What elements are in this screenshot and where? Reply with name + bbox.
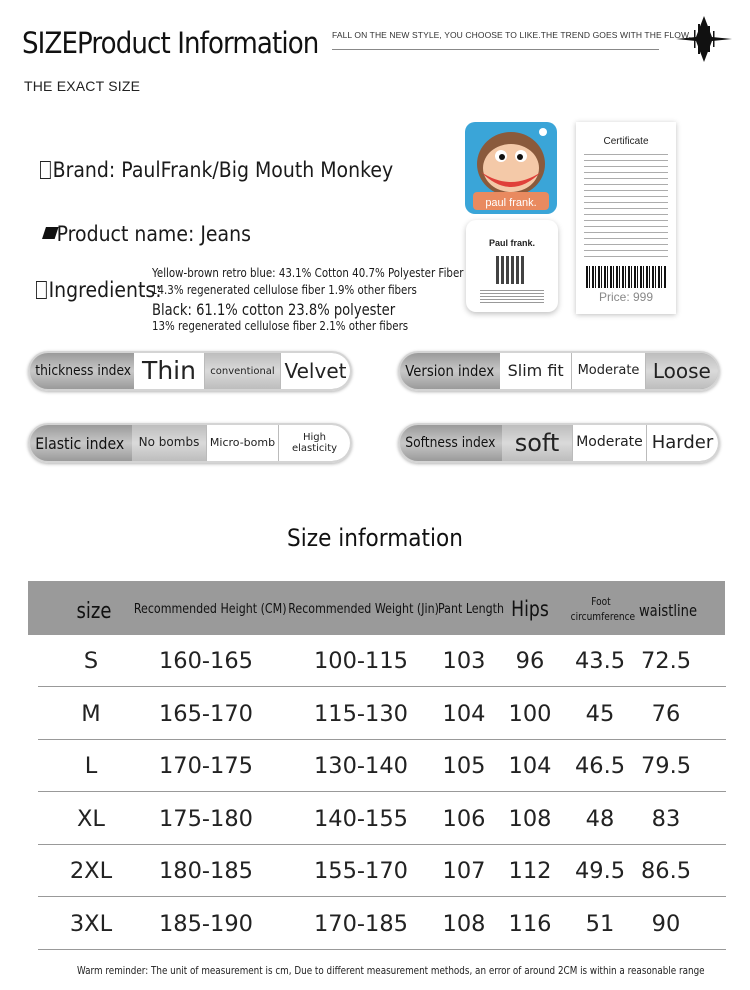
table-cell: 185-190 [158, 910, 253, 937]
thickness-option-conventional[interactable]: conventional [204, 353, 280, 389]
brand-tag-text: paul frank. [485, 197, 537, 209]
col-header-height: Recommended Height (CM) [133, 601, 287, 617]
table-cell: 155-170 [313, 858, 408, 884]
elastic-option-high-elasticity[interactable]: High elasticity [278, 425, 350, 461]
col-header-size: size [76, 599, 112, 624]
table-cell: 180-185 [158, 858, 253, 884]
table-cell: 170-185 [313, 910, 408, 937]
table-cell: 107 [442, 858, 486, 884]
elastic-option-micro-bomb[interactable]: Micro-bomb [206, 425, 278, 461]
col-header-weight: Recommended Weight (Jin) [288, 601, 439, 617]
certificate-fineprint [584, 154, 668, 262]
softness-option-harder[interactable]: Harder [646, 425, 718, 461]
table-cell: 79.5 [640, 753, 692, 779]
table-cell: 48 [585, 805, 615, 832]
table-cell: 165-170 [158, 700, 253, 727]
table-row [38, 635, 726, 687]
softness-index-bar [398, 423, 720, 463]
thickness-option-velvet[interactable]: Velvet [280, 353, 350, 389]
table-row [38, 688, 726, 740]
ingredients-line [36, 278, 162, 302]
table-cell: M [81, 700, 101, 727]
ingredient-text: Yellow-brown retro blue: 43.1% Cotton 40.7% Polyester Fiber [152, 265, 464, 280]
col-header-pant-length: Pant Length [437, 601, 505, 617]
product-name-line [44, 222, 251, 246]
table-cell: 83 [651, 805, 681, 832]
brand-line [40, 158, 393, 182]
table-cell: 112 [508, 858, 552, 884]
ingredient-text: 13% regenerated cellulose fiber 2.1% other fibers [152, 318, 409, 333]
table-cell: XL [77, 805, 105, 832]
table-cell: 103 [442, 648, 486, 674]
thickness-option-thin[interactable]: Thin [134, 353, 204, 389]
table-cell: 140-155 [313, 805, 408, 832]
version-option-slim-fit[interactable]: Slim fit [500, 353, 571, 389]
warm-reminder: Warm reminder: The unit of measurement is cm, Due to different measurement methods, an error of around 2CM is within a reasonable range [77, 964, 705, 977]
checkbox-icon [40, 161, 51, 179]
table-cell: 104 [442, 700, 486, 727]
size-table-header [28, 581, 725, 635]
ingredients-label: Ingredients: [48, 278, 162, 302]
version-option-loose[interactable]: Loose [645, 353, 718, 389]
table-cell: 72.5 [640, 648, 692, 674]
table-cell: 2XL [69, 858, 113, 884]
table-cell: 175-180 [158, 805, 253, 832]
table-cell: 46.5 [574, 753, 626, 779]
elastic-option-no-bombs[interactable]: No bombs [132, 425, 206, 461]
slogan-text: FALL ON THE NEW STYLE, YOU CHOOSE TO LIKE.THE TREND GOES WITH THE FLOW. [332, 30, 692, 40]
sound-wave-icon [676, 14, 732, 64]
table-row [38, 793, 726, 845]
table-cell: 115-130 [313, 700, 408, 727]
table-cell: 90 [651, 910, 681, 937]
version-index-label: Version index [405, 362, 495, 380]
qr-tag-fineprint [480, 290, 544, 304]
size-info-heading: Size information [287, 524, 463, 552]
table-cell: L [84, 753, 98, 779]
thickness-index-bar [28, 351, 352, 391]
softness-option-soft[interactable]: soft [502, 425, 572, 461]
table-row [38, 740, 726, 792]
table-row [38, 898, 726, 950]
table-cell: 45 [585, 700, 615, 727]
table-cell: 104 [508, 753, 552, 779]
table-cell: 170-175 [158, 753, 253, 779]
table-cell: 3XL [69, 910, 113, 937]
slogan-divider [332, 49, 659, 50]
table-cell: 51 [585, 910, 615, 937]
page-title: SIZEProduct Information [22, 26, 319, 60]
elastic-index-label: Elastic index [35, 433, 125, 453]
table-cell: 108 [442, 910, 486, 937]
table-cell: 108 [508, 805, 552, 832]
ingredient-text: Black: 61.1% cotton 23.8% polyester [152, 300, 396, 319]
table-cell: 49.5 [574, 858, 626, 884]
ingredient-text: 14.3% regenerated cellulose fiber 1.9% other fibers [151, 282, 417, 297]
barcode-icon [586, 266, 666, 288]
brand-hangtag [463, 120, 559, 216]
table-cell: 116 [508, 910, 552, 937]
table-cell: 76 [651, 700, 681, 727]
table-cell: 96 [515, 648, 545, 674]
table-cell: 106 [442, 805, 486, 832]
table-cell: 86.5 [640, 858, 692, 884]
table-cell: S [83, 648, 99, 674]
col-header-hips: Hips [511, 597, 549, 621]
table-cell: 130-140 [313, 753, 408, 779]
table-row [38, 845, 726, 897]
table-cell: 100 [508, 700, 552, 727]
qr-tag-label: Paul frank. [488, 238, 535, 248]
softness-option-moderate[interactable]: Moderate [572, 425, 646, 461]
checkbox-icon [36, 281, 47, 299]
product-name-text: Product name: Jeans [56, 222, 251, 246]
table-cell: 43.5 [574, 648, 626, 674]
table-cell: 100-115 [313, 648, 408, 674]
col-header-waistline: waistline [638, 601, 698, 620]
qr-hangtag [466, 220, 558, 312]
version-option-moderate[interactable]: Moderate [571, 353, 644, 389]
page-subtitle: THE EXACT SIZE [24, 78, 141, 94]
table-cell: 105 [442, 753, 486, 779]
softness-index-label: Softness index [405, 435, 496, 451]
table-cell: 160-165 [158, 648, 253, 674]
certificate-title: Certificate [603, 136, 649, 147]
brand-text: Brand: PaulFrank/Big Mouth Monkey [52, 158, 394, 182]
version-index-bar [398, 351, 720, 391]
qr-code-icon [496, 256, 524, 284]
price-text: Price: 999 [598, 290, 654, 304]
certificate-tag [576, 122, 676, 314]
thickness-index-label: thickness index [35, 363, 132, 379]
elastic-index-bar [28, 423, 352, 463]
col-header-foot: Foot circumference [570, 595, 636, 624]
